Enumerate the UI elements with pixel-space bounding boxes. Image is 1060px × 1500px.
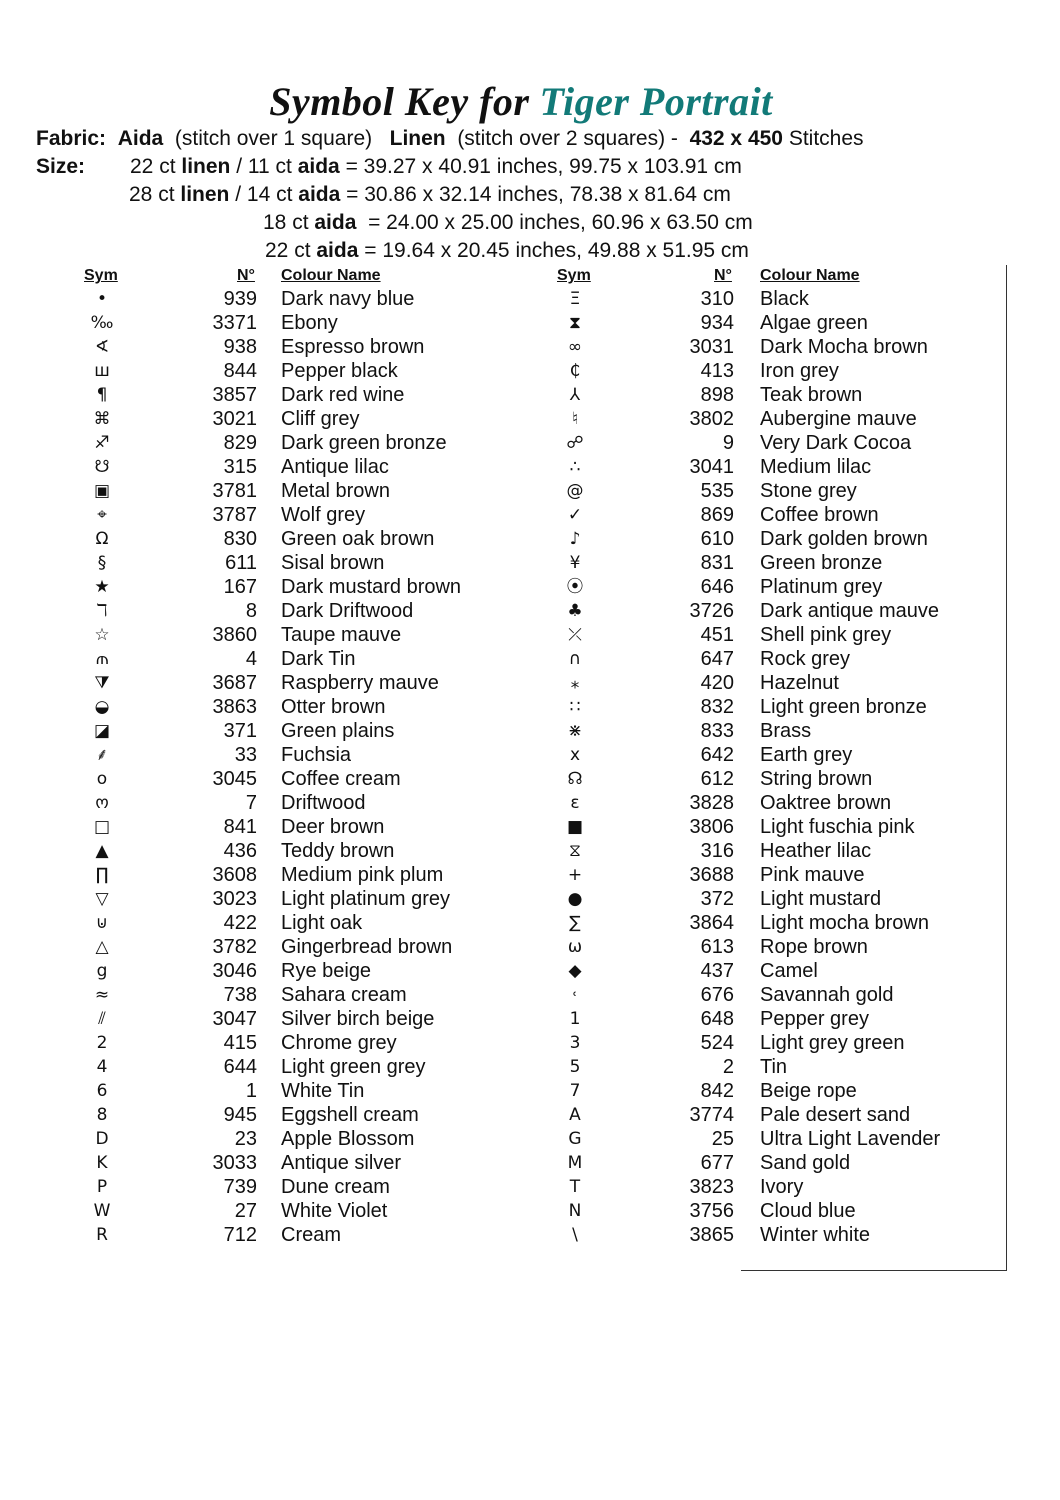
symbol-glyph: M [567, 1153, 583, 1173]
symbol-glyph: ⤫ [568, 625, 582, 645]
thread-number: 310 [700, 288, 734, 310]
symbol-glyph: ◪ [93, 721, 111, 741]
symbol-glyph: ◒ [94, 697, 110, 717]
thread-number: 8 [245, 600, 257, 622]
thread-number: 646 [700, 576, 734, 598]
symbol-glyph: △ [95, 937, 109, 957]
colour-name: Dark Mocha brown [760, 336, 928, 358]
colour-name: Light green bronze [760, 696, 927, 718]
thread-number: 3857 [212, 384, 257, 406]
fabric-line [36, 127, 864, 151]
symbol-glyph: 8 [96, 1105, 108, 1125]
symbol-glyph: ∑ [569, 913, 581, 933]
thread-number: 23 [234, 1128, 257, 1150]
thread-number: 524 [700, 1032, 734, 1054]
colour-name: Rock grey [760, 648, 851, 670]
fabric-label: Fabric: [36, 127, 107, 150]
colour-name: Medium lilac [760, 456, 872, 478]
thread-number: 3782 [212, 936, 257, 958]
symbol-glyph: ★ [94, 577, 110, 597]
title-prefix: Symbol Key for [269, 79, 530, 124]
thread-number: 3371 [212, 312, 257, 334]
symbol-glyph: § [97, 553, 107, 573]
thread-number: 842 [700, 1080, 734, 1102]
symbol-glyph: ▽ [95, 889, 109, 909]
symbol-glyph: ∏ [95, 865, 109, 885]
colour-name: Light oak [281, 912, 363, 934]
colour-name: Stone grey [760, 480, 857, 502]
thread-number: 7 [245, 792, 257, 814]
size-label-line [36, 155, 85, 179]
colour-name: Light green grey [281, 1056, 426, 1078]
colour-name: Raspberry mauve [281, 672, 439, 694]
colour-name: White Tin [281, 1080, 365, 1102]
thread-number: 3828 [689, 792, 734, 814]
thread-number: 644 [223, 1056, 257, 1078]
symbol-glyph: W [93, 1201, 111, 1221]
symbol-glyph: ო [95, 793, 109, 813]
symbol-glyph: ♪ [569, 529, 581, 549]
thread-number: 315 [223, 456, 257, 478]
symbol-glyph: □ [93, 817, 111, 837]
thread-number: 945 [223, 1104, 257, 1126]
thread-number: 3863 [212, 696, 257, 718]
colour-name: Metal brown [281, 480, 390, 502]
thread-number: 437 [700, 960, 734, 982]
thread-number: 316 [700, 840, 734, 862]
symbol-glyph: ∢ [94, 337, 110, 357]
size-post: = 30.86 x 32.14 inches, 78.38 x 81.64 cm [340, 183, 731, 206]
colour-name: Platinum grey [760, 576, 883, 598]
thread-number: 420 [700, 672, 734, 694]
symbol-glyph: ≈ [94, 985, 110, 1005]
thread-number: 3781 [212, 480, 257, 502]
page-title [0, 78, 1042, 125]
thread-number: 611 [225, 552, 257, 574]
thread-number: 3021 [212, 408, 257, 430]
colour-name: Dark Driftwood [281, 600, 414, 622]
thread-number: 3046 [212, 960, 257, 982]
thread-number: 436 [223, 840, 257, 862]
symbol-glyph: ☊ [567, 769, 583, 789]
colour-name: Very Dark Cocoa [760, 432, 912, 454]
symbol-glyph: ∩ [568, 649, 582, 669]
thread-number: 3608 [212, 864, 257, 886]
symbol-glyph: T [569, 1177, 581, 1197]
divider-vertical [1006, 265, 1007, 1271]
colour-name: Dark navy blue [281, 288, 415, 310]
colour-name: Dune cream [281, 1176, 390, 1198]
symbol-glyph: A [569, 1105, 581, 1125]
colour-name: Pepper grey [760, 1008, 869, 1030]
size-b2: aida [298, 183, 341, 206]
colour-name: Rope brown [760, 936, 868, 958]
thread-number: 3031 [689, 336, 734, 358]
colour-name: Light grey green [760, 1032, 905, 1054]
symbol-glyph: ♣ [567, 601, 583, 621]
colour-name: Aubergine mauve [760, 408, 917, 430]
colour-name: Dark red wine [281, 384, 405, 406]
thread-number: 832 [700, 696, 734, 718]
symbol-glyph: P [96, 1177, 108, 1197]
thread-number: 610 [700, 528, 734, 550]
colour-name: Sand gold [760, 1152, 851, 1174]
thread-number: 833 [700, 720, 734, 742]
thread-number: 3033 [212, 1152, 257, 1174]
colour-name: Driftwood [281, 792, 366, 814]
symbol-glyph: ¶ [96, 385, 108, 405]
symbol-glyph: 1 [569, 1009, 581, 1029]
symbol-glyph: ₵ [569, 361, 581, 381]
thread-number: 738 [223, 984, 257, 1006]
symbol-glyph: G [568, 1129, 582, 1149]
thread-number: 3726 [689, 600, 734, 622]
symbol-glyph: 3 [569, 1033, 581, 1053]
symbol-glyph: ω [567, 937, 583, 957]
thread-number: 934 [700, 312, 734, 334]
thread-number: 676 [700, 984, 734, 1006]
symbol-glyph: @ [566, 481, 584, 501]
colour-name: Silver birch beige [281, 1008, 435, 1030]
symbol-glyph: ● [567, 889, 583, 909]
thread-number: 612 [700, 768, 734, 790]
colour-name: Pale desert sand [760, 1104, 911, 1126]
symbol-glyph: Ξ [569, 289, 581, 309]
symbol-glyph: ⌘ [93, 409, 111, 429]
colour-name: Pepper black [281, 360, 398, 382]
fabric-linen: Linen [389, 127, 446, 150]
thread-number: 830 [223, 528, 257, 550]
thread-number: 831 [700, 552, 734, 574]
symbol-glyph: ˓ [572, 985, 578, 1005]
colour-name: Antique lilac [281, 456, 389, 478]
symbol-glyph: 2 [96, 1033, 108, 1053]
header-num-right: N° [714, 267, 732, 284]
thread-number: 3864 [689, 912, 734, 934]
colour-name: Deer brown [281, 816, 385, 838]
colour-name: String brown [760, 768, 873, 790]
symbol-glyph: g [96, 961, 108, 981]
symbol-glyph: ε [570, 793, 580, 813]
symbol-glyph: \ [572, 1225, 578, 1245]
thread-number: 898 [700, 384, 734, 406]
colour-name: Fuchsia [281, 744, 352, 766]
stitch-count: 432 x 450 [689, 127, 783, 150]
symbol-glyph: 6 [96, 1081, 108, 1101]
thread-number: 613 [700, 936, 734, 958]
thread-number: 938 [223, 336, 257, 358]
symbol-glyph: ¥ [569, 553, 581, 573]
symbol-glyph: ∷ [569, 697, 581, 717]
thread-number: 27 [234, 1200, 257, 1222]
thread-number: 1 [245, 1080, 257, 1102]
colour-name: Taupe mauve [281, 624, 402, 646]
thread-number: 535 [700, 480, 734, 502]
colour-name: Ultra Light Lavender [760, 1128, 941, 1150]
size-post: = 39.27 x 40.91 inches, 99.75 x 103.91 cm [339, 155, 742, 178]
thread-number: 451 [700, 624, 734, 646]
symbol-glyph: • [96, 289, 108, 309]
colour-name: Coffee brown [760, 504, 879, 526]
symbol-glyph: ⁎ [570, 673, 580, 693]
symbol-glyph: ⦿ [566, 577, 584, 597]
colour-name: Earth grey [760, 744, 853, 766]
symbol-glyph: ⊍ [95, 913, 109, 933]
size-b1: linen [180, 183, 230, 206]
symbol-glyph: ⫙ [96, 649, 108, 669]
symbol-glyph: ■ [566, 817, 584, 837]
thread-number: 413 [700, 360, 734, 382]
symbol-glyph: ☍ [566, 433, 584, 453]
colour-name: Teddy brown [281, 840, 395, 862]
colour-name: Medium pink plum [281, 864, 444, 886]
symbol-glyph: ⌖ [97, 505, 107, 525]
symbol-glyph: ⧩ [94, 673, 110, 693]
colour-name: Algae green [760, 312, 868, 334]
header-name-left: Colour Name [281, 267, 381, 284]
colour-name: Black [760, 288, 809, 310]
colour-name: Green oak brown [281, 528, 435, 550]
thread-number: 3802 [689, 408, 734, 430]
thread-number: 677 [700, 1152, 734, 1174]
colour-name: Sisal brown [281, 552, 385, 574]
symbol-glyph: ▣ [93, 481, 111, 501]
colour-name: Pink mauve [760, 864, 865, 886]
thread-number: 3865 [689, 1224, 734, 1246]
colour-name: Light platinum grey [281, 888, 450, 910]
size-line [129, 183, 731, 207]
symbol-glyph: x [569, 745, 581, 765]
colour-name: Cream [281, 1224, 342, 1246]
symbol-glyph: R [96, 1225, 108, 1245]
colour-name: Espresso brown [281, 336, 425, 358]
thread-number: 9 [722, 432, 734, 454]
colour-name: Wolf grey [281, 504, 366, 526]
colour-name: Green plains [281, 720, 395, 742]
divider-horizontal [741, 1270, 1007, 1271]
colour-name: Heather lilac [760, 840, 872, 862]
thread-number: 3860 [212, 624, 257, 646]
fabric-aida: Aida [117, 127, 164, 150]
size-b2: aida [297, 155, 340, 178]
colour-name: Sahara cream [281, 984, 407, 1006]
size-pre: 28 ct [129, 183, 181, 206]
thread-number: 3787 [212, 504, 257, 526]
header-sym-left: Sym [84, 267, 118, 284]
symbol-glyph: ∴ [569, 457, 581, 477]
aida-note: (stitch over 1 square) [174, 127, 373, 150]
colour-name: Green bronze [760, 552, 883, 574]
colour-name: Light mocha brown [760, 912, 929, 934]
colour-name: Hazelnut [760, 672, 839, 694]
colour-name: White Violet [281, 1200, 388, 1222]
colour-name: Chrome grey [281, 1032, 397, 1054]
thread-number: 3687 [212, 672, 257, 694]
size-pre: 22 ct [265, 239, 317, 262]
header-name-right: Colour Name [760, 267, 860, 284]
thread-number: 3023 [212, 888, 257, 910]
size-line [130, 155, 742, 179]
colour-name: Dark green bronze [281, 432, 447, 454]
symbol-glyph: + [567, 865, 583, 885]
thread-number: 829 [223, 432, 257, 454]
colour-name: Coffee cream [281, 768, 401, 790]
thread-number: 3756 [689, 1200, 734, 1222]
size-pre: 18 ct [263, 211, 315, 234]
thread-number: 3688 [689, 864, 734, 886]
colour-name: Dark antique mauve [760, 600, 939, 622]
symbol-glyph: ⧗ [569, 313, 581, 333]
symbol-glyph: ‰ [90, 313, 114, 333]
colour-name: Iron grey [760, 360, 839, 382]
symbol-glyph: ✓ [567, 505, 583, 525]
thread-number: 4 [245, 648, 257, 670]
size-b1: linen [181, 155, 231, 178]
colour-name: Savannah gold [760, 984, 894, 1006]
thread-number: 647 [700, 648, 734, 670]
symbol-glyph: ☆ [94, 625, 110, 645]
colour-name: Beige rope [760, 1080, 857, 1102]
symbol-glyph: Ω [95, 529, 109, 549]
symbol-glyph: ℸ [96, 601, 108, 621]
stitches-label: Stitches [788, 127, 864, 150]
size-b1: aida [316, 239, 359, 262]
thread-number: 3806 [689, 816, 734, 838]
size-mid: / 11 ct [230, 155, 298, 178]
colour-name: Cliff grey [281, 408, 360, 430]
symbol-glyph: ☋ [94, 457, 110, 477]
size-line [265, 239, 749, 263]
thread-number: 3823 [689, 1176, 734, 1198]
colour-name: Cloud blue [760, 1200, 856, 1222]
colour-name: Oaktree brown [760, 792, 892, 814]
colour-name: Light mustard [760, 888, 882, 910]
size-pre: 22 ct [130, 155, 182, 178]
symbol-glyph: ⅄ [569, 385, 581, 405]
linen-note: (stitch over 2 squares) - [457, 127, 678, 150]
thread-number: 167 [223, 576, 257, 598]
symbol-glyph: ⋇ [567, 721, 583, 741]
thread-number: 739 [223, 1176, 257, 1198]
colour-name: Rye beige [281, 960, 372, 982]
symbol-glyph: 4 [96, 1057, 108, 1077]
header-sym-right: Sym [557, 267, 591, 284]
colour-name: Dark mustard brown [281, 576, 462, 598]
pattern-name: Tiger Portrait [539, 79, 773, 124]
symbol-glyph: K [96, 1153, 108, 1173]
symbol-glyph: ∞ [567, 337, 583, 357]
colour-name: Dark Tin [281, 648, 356, 670]
symbol-glyph: ♐ [94, 433, 110, 453]
thread-number: 422 [223, 912, 257, 934]
symbol-glyph: 5 [569, 1057, 581, 1077]
thread-number: 841 [223, 816, 257, 838]
symbol-glyph: N [568, 1201, 582, 1221]
size-post: = 19.64 x 20.45 inches, 49.88 x 51.95 cm [358, 239, 749, 262]
symbol-glyph: 7 [569, 1081, 581, 1101]
thread-number: 371 [223, 720, 257, 742]
thread-number: 869 [700, 504, 734, 526]
colour-name: Ebony [281, 312, 338, 334]
thread-number: 25 [711, 1128, 734, 1150]
thread-number: 648 [700, 1008, 734, 1030]
colour-name: Shell pink grey [760, 624, 892, 646]
symbol-glyph: o [96, 769, 108, 789]
symbol-glyph: ⸙ [95, 745, 109, 765]
thread-number: 372 [700, 888, 734, 910]
symbol-glyph: D [95, 1129, 109, 1149]
colour-name: Gingerbread brown [281, 936, 453, 958]
thread-number: 2 [722, 1056, 734, 1078]
colour-name: Winter white [760, 1224, 871, 1246]
colour-name: Brass [760, 720, 812, 742]
colour-name: Otter brown [281, 696, 386, 718]
symbol-glyph: ▲ [95, 841, 109, 861]
thread-number: 939 [223, 288, 257, 310]
thread-number: 3041 [689, 456, 734, 478]
symbol-glyph: ⫽ [98, 1009, 106, 1029]
colour-name: Light fuschia pink [760, 816, 915, 838]
colour-name: Tin [760, 1056, 788, 1078]
size-line [263, 211, 753, 235]
thread-number: 712 [223, 1224, 257, 1246]
thread-number: 3774 [689, 1104, 734, 1126]
colour-name: Eggshell cream [281, 1104, 419, 1126]
colour-name: Dark golden brown [760, 528, 928, 550]
size-mid: / 14 ct [229, 183, 299, 206]
thread-number: 3047 [212, 1008, 257, 1030]
thread-number: 844 [223, 360, 257, 382]
size-post: = 24.00 x 25.00 inches, 60.96 x 63.50 cm [356, 211, 753, 234]
header-num-left: N° [237, 267, 255, 284]
colour-name: Apple Blossom [281, 1128, 415, 1150]
colour-name: Ivory [760, 1176, 804, 1198]
thread-number: 3045 [212, 768, 257, 790]
size-b1: aida [314, 211, 357, 234]
colour-name: Camel [760, 960, 818, 982]
thread-number: 642 [700, 744, 734, 766]
symbol-glyph: ◆ [568, 961, 582, 981]
symbol-glyph: ♮ [571, 409, 579, 429]
symbol-glyph: ш [94, 361, 110, 381]
colour-name: Antique silver [281, 1152, 402, 1174]
thread-number: 33 [234, 744, 257, 766]
symbol-glyph: ⧖ [569, 841, 581, 861]
colour-name: Teak brown [760, 384, 863, 406]
size-label: Size: [36, 155, 86, 178]
thread-number: 415 [223, 1032, 257, 1054]
